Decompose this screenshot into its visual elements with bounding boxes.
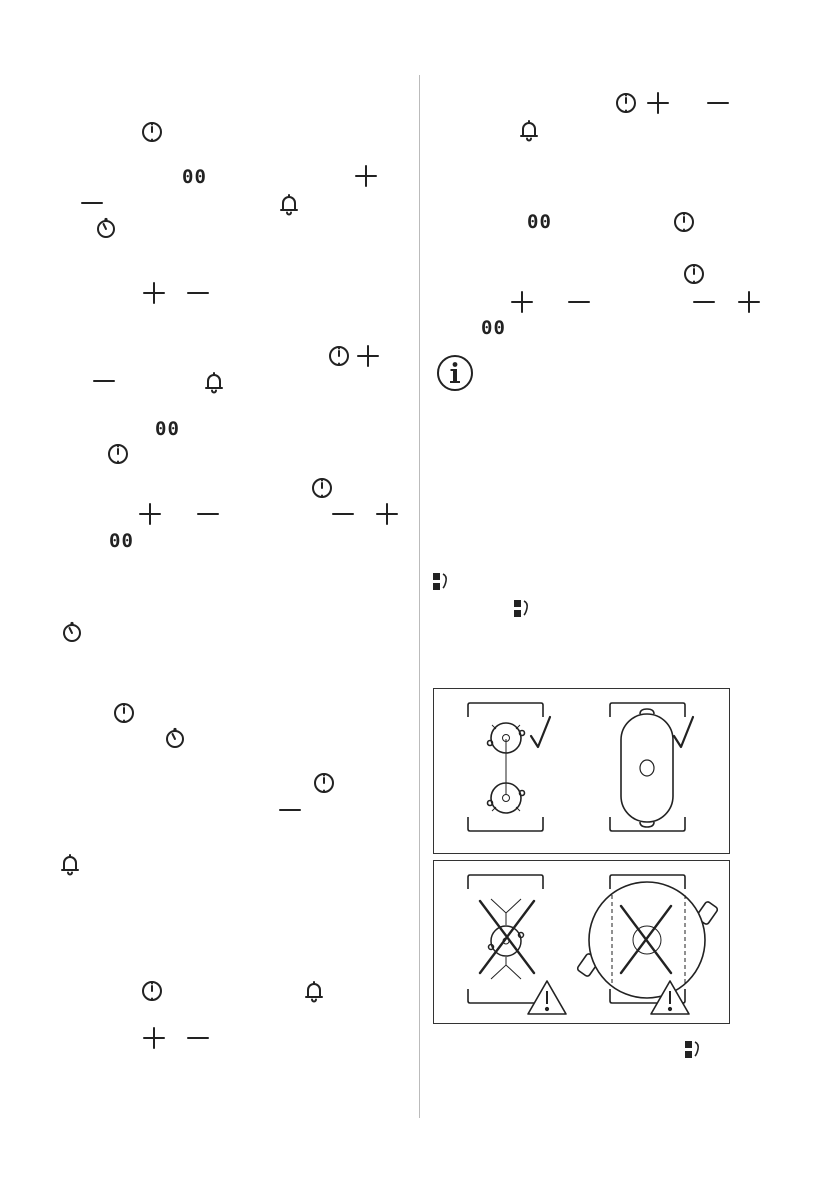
minus-icon: [80, 191, 104, 215]
timer-display: 00: [155, 418, 180, 440]
two-small-pots: [488, 723, 525, 813]
clock-icon: [614, 91, 638, 115]
oval-roaster: [621, 709, 673, 827]
clock-icon: [140, 120, 164, 144]
minus-icon: [92, 369, 116, 393]
clock-icon: [672, 210, 696, 234]
minus-icon: [196, 502, 220, 526]
clock-icon: [682, 262, 706, 286]
clock-icon: [106, 442, 130, 466]
stopwatch-icon: [60, 620, 84, 644]
correct-cookware-figure: [433, 688, 730, 854]
timer-display: 00: [182, 166, 207, 188]
minus-icon: [186, 1026, 210, 1050]
plus-icon: [142, 281, 166, 305]
timer-display: 00: [109, 530, 134, 552]
bridge-zone-icon: [432, 571, 450, 593]
clock-icon: [112, 701, 136, 725]
bell-icon: [517, 118, 541, 142]
clock-icon: [327, 344, 351, 368]
plus-icon: [356, 344, 380, 368]
plus-icon: [138, 502, 162, 526]
minus-icon: [278, 798, 302, 822]
plus-icon: [510, 290, 534, 314]
info-icon: [436, 354, 474, 392]
minus-icon: [186, 281, 210, 305]
incorrect-cookware-figure: [433, 860, 730, 1024]
plus-icon: [375, 502, 399, 526]
minus-icon: [706, 91, 730, 115]
stopwatch-icon: [163, 726, 187, 750]
minus-icon: [567, 290, 591, 314]
check-mark: [531, 717, 550, 747]
column-divider: [419, 75, 420, 1118]
minus-icon: [331, 502, 355, 526]
plus-icon: [142, 1026, 166, 1050]
plus-icon: [737, 290, 761, 314]
warning-triangle: [528, 981, 566, 1014]
timer-display: 00: [481, 317, 506, 339]
bell-icon: [277, 192, 301, 216]
stopwatch-icon: [94, 216, 118, 240]
plus-icon: [646, 91, 670, 115]
minus-icon: [692, 290, 716, 314]
timer-display: 00: [527, 211, 552, 233]
bell-icon: [58, 852, 82, 876]
clock-icon: [310, 476, 334, 500]
bell-icon: [202, 370, 226, 394]
clock-icon: [140, 979, 164, 1003]
clock-icon: [312, 771, 336, 795]
bridge-zone-icon: [684, 1039, 702, 1061]
bell-icon: [302, 979, 326, 1003]
bridge-zone-icon: [513, 598, 531, 620]
plus-icon: [354, 164, 378, 188]
check-mark: [674, 717, 693, 747]
